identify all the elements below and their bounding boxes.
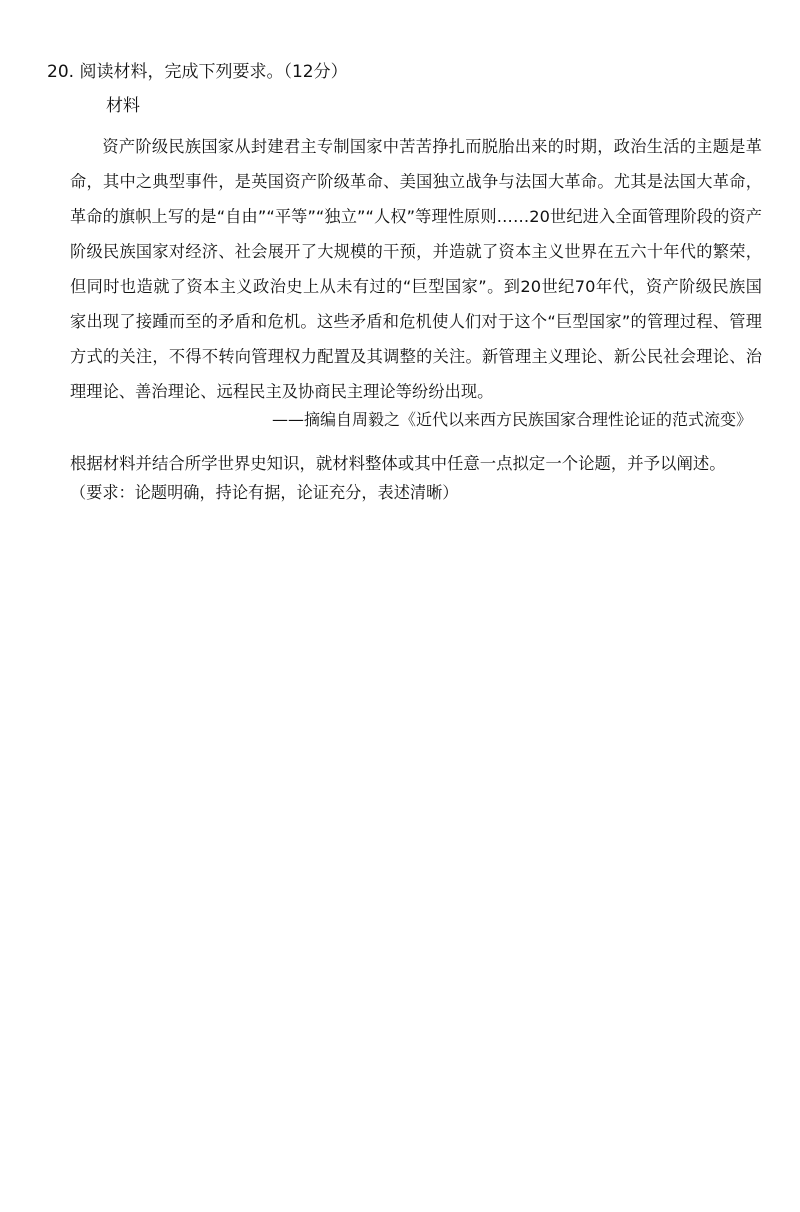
answer-requirements: （要求：论题明确，持论有据，论证充分，表述清晰） [70,483,459,502]
source-citation: ——摘编自周毅之《近代以来西方民族国家合理性论证的范式流变》 [271,410,752,429]
material-text: 资产阶级民族国家从封建君主专制国家中苦苦挣扎而脱胎出来的时期，政治生活的主题是革命，其中之典型事件，是英国资产阶级革命、美国独立战争与法国大革命。尤其是法国大革命，革命的旗帜上写的是“自由”“平等”“独立”“人权”等理性原则……20世纪进入全面管理阶段的资产阶级民族国家对经济、社会展开了大规模的干预，并造就了资本主义世界在五六十年代的繁荣，但同时也造就了资本主义政治史上从未有过的“巨型国家”。到20世纪70年代，资产阶级民族国家出现了接踵而至的矛盾和危机。这些矛盾和危机使人们对于这个“巨型国家”的管理过程、管理方式的关注，不得不转向管理权力配置及其调整的关注。新管理主义理论、新公民社会理论、治理理论、善治理论、远程民主及协商民主理论等纷纷出现。 [70,137,762,401]
material-label: 材料 [106,96,140,116]
task-instruction: 根据材料并结合所学世界史知识，就材料整体或其中任意一点拟定一个论题，并予以阐述。 [70,454,726,473]
question-header: 20. 阅读材料，完成下列要求。（12分） [47,62,348,82]
